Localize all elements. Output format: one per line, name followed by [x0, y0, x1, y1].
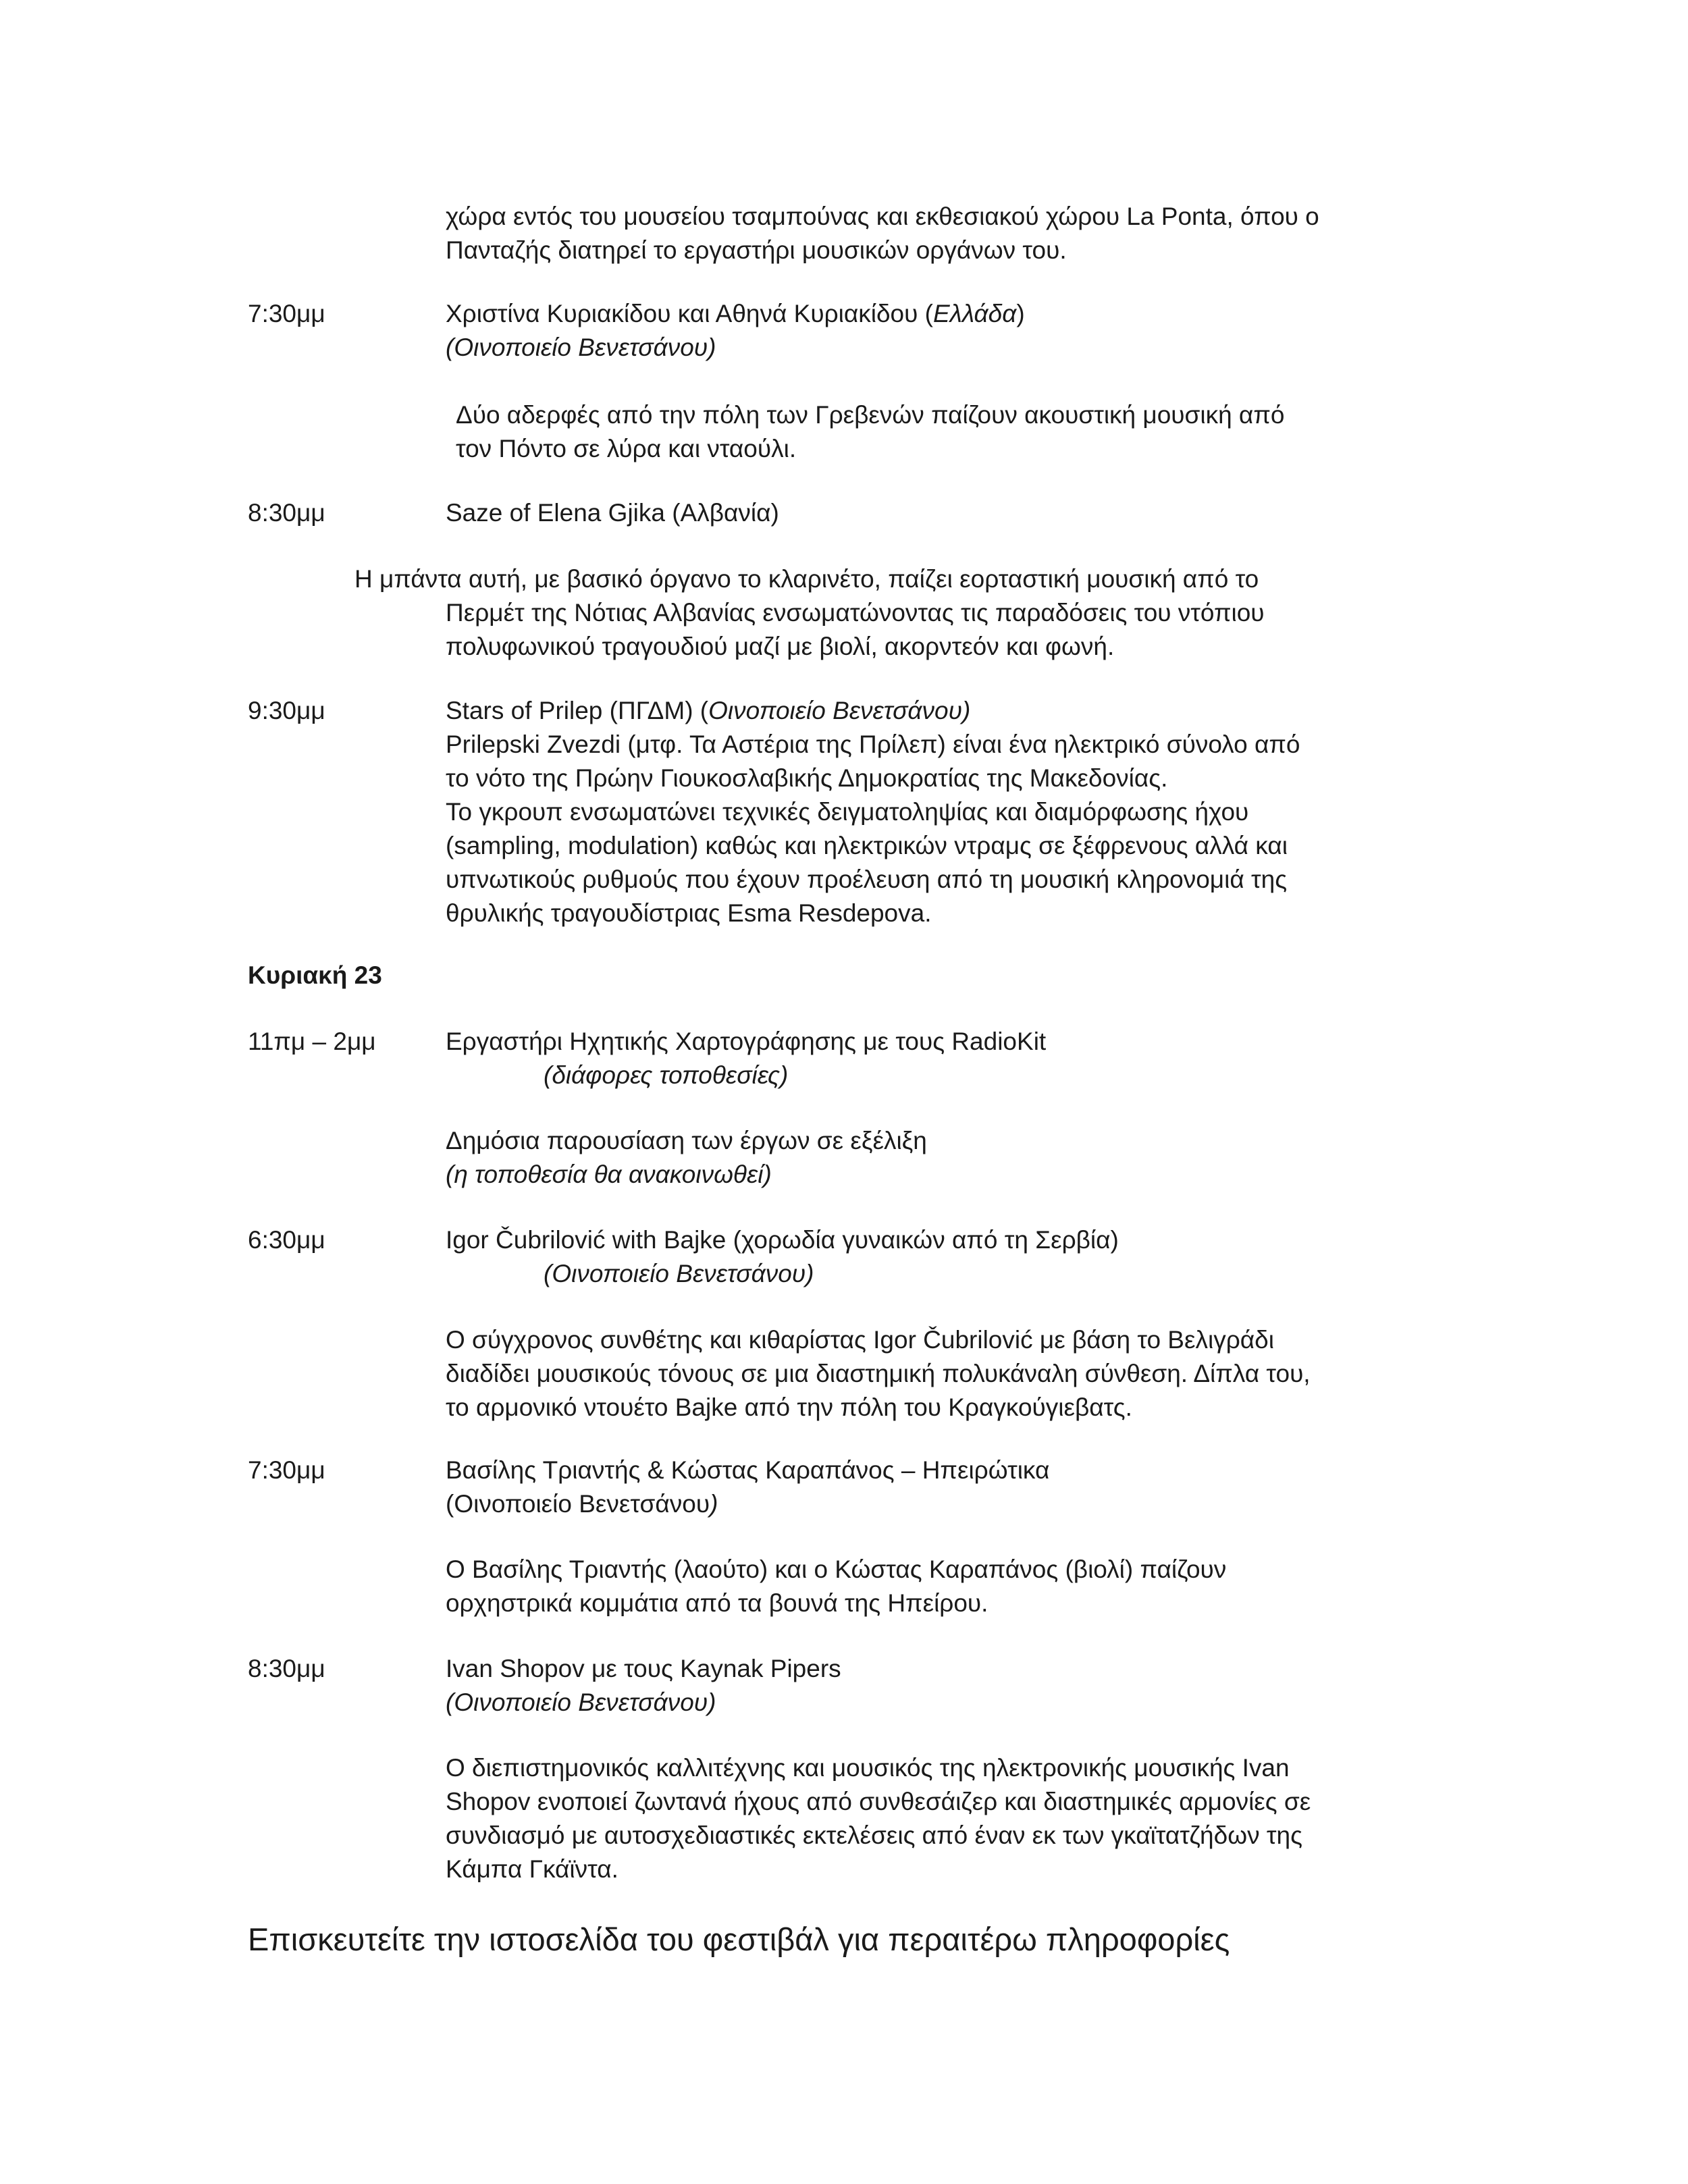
event-title: Igor Čubrilović with Bajke (χορωδία γυναικών από τη Σερβία) — [446, 1226, 1119, 1254]
event-description: Ο διεπιστημονικός καλλιτέχνης και μουσικός της ηλεκτρονικής μουσικής Ivan — [446, 1754, 1290, 1782]
event-description: το αρμονικό ντουέτο Bajke από την πόλη του Κραγκούγιεβατς. — [446, 1393, 1132, 1421]
event-description: Ο σύγχρονος συνθέτης και κιθαρίστας Igor Čubrilović με βάση το Βελιγράδι — [446, 1326, 1274, 1354]
event-title: Stars of Prilep (ΠΓΔΜ) (Οινοποιείο Βενετσάνου) — [446, 697, 971, 724]
closing-note: Επισκευτείτε την ιστοσελίδα του φεστιβάλ για περαιτέρω πληροφορίες — [248, 1921, 1230, 1957]
event-venue: (η τοποθεσία θα ανακοινωθεί) — [446, 1161, 772, 1188]
intro-line: χώρα εντός του μουσείου τσαμπούνας και εκθεσιακού χώρου La Ponta, όπου ο — [446, 203, 1319, 230]
event-time: 8:30μμ — [248, 1655, 325, 1682]
event-venue: (Οινοποιείο Βενετσάνου) — [446, 1490, 718, 1518]
event-title: Χριστίνα Κυριακίδου και Αθηνά Κυριακίδου (Ελλάδα) — [446, 300, 1025, 327]
event-description: Δημόσια παρουσίαση των έργων σε εξέλιξη — [446, 1127, 927, 1154]
event-title: Βασίλης Τριαντής & Κώστας Καραπάνος – Ηπειρώτικα — [446, 1456, 1050, 1484]
event-description: Ο Βασίλης Τριαντής (λαούτο) και ο Κώστας Καραπάνος (βιολί) παίζουν — [446, 1555, 1227, 1583]
event-description: Το γκρουπ ενσωματώνει τεχνικές δειγματοληψίας και διαμόρφωσης ήχου — [446, 798, 1249, 826]
event-description: Περμέτ της Νότιας Αλβανίας ενσωματώνοντας τις παραδόσεις του ντόπιου — [446, 599, 1265, 627]
event-time: 9:30μμ — [248, 697, 325, 724]
event-description: πολυφωνικού τραγουδιού μαζί με βιολί, ακορντεόν και φωνή. — [446, 633, 1115, 660]
event-time: 7:30μμ — [248, 1456, 325, 1484]
event-title: Saze of Elena Gjika (Αλβανία) — [446, 499, 779, 527]
event-description: Η μπάντα αυτή, με βασικό όργανο το κλαρινέτο, παίζει εορταστική μουσική από το — [354, 565, 1259, 593]
event-venue: (Οινοποιείο Βενετσάνου) — [446, 1688, 716, 1716]
event-description: Shopov ενοποιεί ζωντανά ήχους από συνθεσάιζερ και διαστημικές αρμονίες σε — [446, 1788, 1311, 1815]
event-description: (sampling, modulation) καθώς και ηλεκτρικών ντραμς σε ξέφρενους αλλά και — [446, 832, 1288, 859]
event-title: Εργαστήρι Ηχητικής Χαρτογράφησης με τους RadioKit — [446, 1028, 1047, 1055]
event-description: θρυλικής τραγουδίστριας Esma Resdepova. — [446, 899, 932, 927]
event-description: Δύο αδερφές από την πόλη των Γρεβενών παίζουν ακουστική μουσική από — [456, 401, 1285, 429]
event-time: 11πμ – 2μμ — [248, 1028, 376, 1055]
intro-line: Πανταζής διατηρεί το εργαστήρι μουσικών οργάνων του. — [446, 236, 1067, 264]
event-time: 6:30μμ — [248, 1226, 325, 1254]
event-time: 7:30μμ — [248, 300, 325, 327]
event-description: Prilepski Zvezdi (μτφ. Τα Αστέρια της Πρίλεπ) είναι ένα ηλεκτρικό σύνολο από — [446, 730, 1300, 758]
event-time: 8:30μμ — [248, 499, 325, 527]
event-description: Κάμπα Γκάϊντα. — [446, 1855, 618, 1883]
event-venue: (Οινοποιείο Βενετσάνου) — [544, 1260, 814, 1287]
event-description: υπνωτικούς ρυθμούς που έχουν προέλευση από τη μουσική κληρονομιά της — [446, 865, 1288, 893]
event-description: το νότο της Πρώην Γιουκοσλαβικής Δημοκρατίας της Μακεδονίας. — [446, 764, 1168, 792]
event-description: συνδιασμό με αυτοσχεδιαστικές εκτελέσεις από έναν εκ των γκαϊτατζήδων της — [446, 1821, 1302, 1849]
event-description: τον Πόντο σε λύρα και νταούλι. — [456, 435, 797, 462]
event-title: Ivan Shopov με τους Kaynak Pipers — [446, 1655, 841, 1682]
event-description: διαδίδει μουσικούς τόνους σε μια διαστημική πολυκάναλη σύνθεση. Δίπλα του, — [446, 1360, 1311, 1387]
event-description: ορχηστρικά κομμάτια από τα βουνά της Ηπείρου. — [446, 1589, 988, 1617]
event-venue: (Οινοποιείο Βενετσάνου) — [446, 334, 716, 361]
day-heading: Κυριακή 23 — [248, 961, 382, 989]
event-venue: (διάφορες τοποθεσίες) — [544, 1061, 789, 1089]
